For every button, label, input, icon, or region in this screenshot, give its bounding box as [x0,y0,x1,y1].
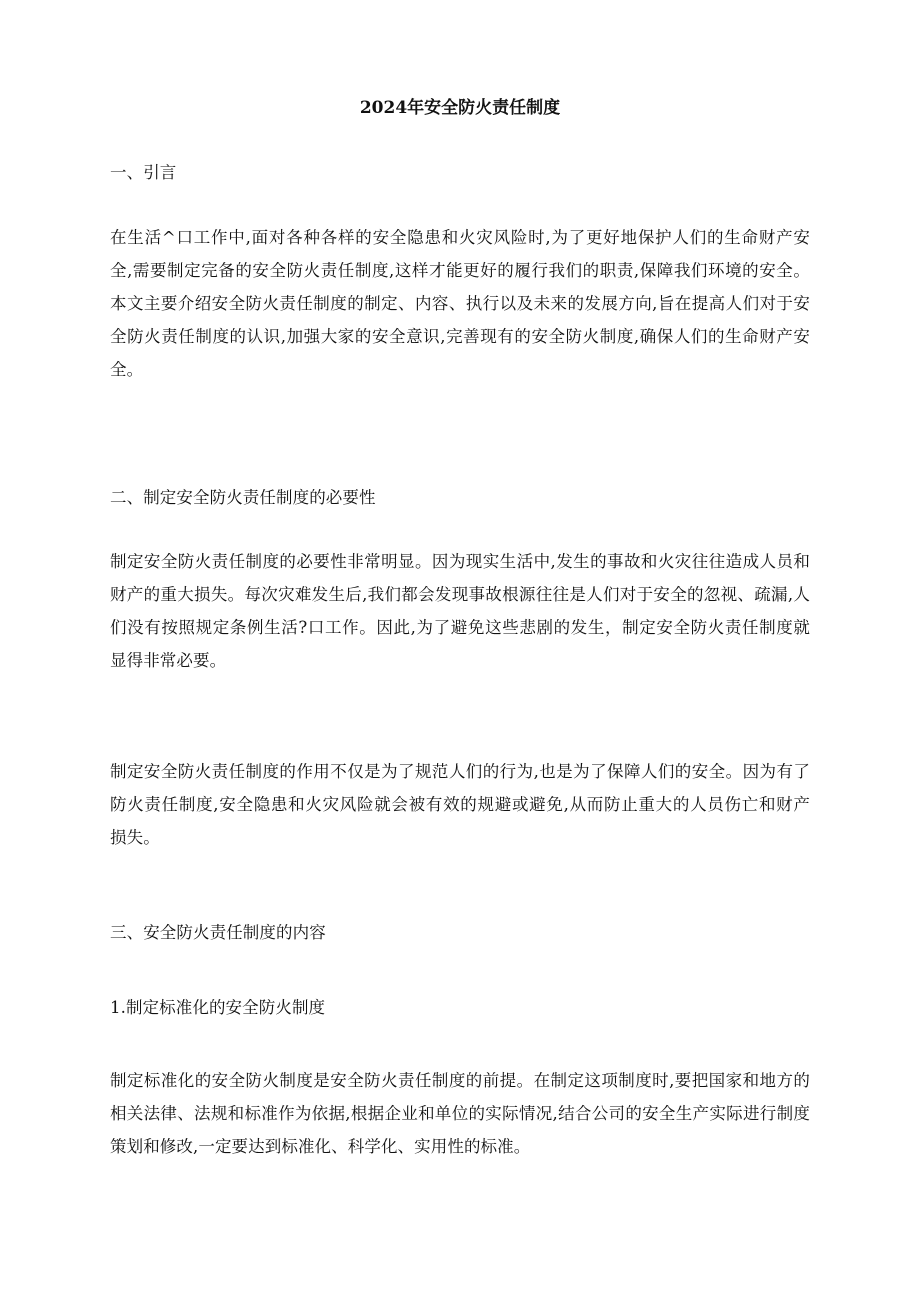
paragraph-line: 全,需要制定完备的安全防火责任制度,这样才能更好的履行我们的职责,保障我们环境的安全。 [110,261,810,280]
paragraph-line: 制定安全防火责任制度的必要性非常明显。因为现实生活中,发生的事故和火灾往往造成人员和 [110,552,810,571]
paragraph-standardized [110,1064,810,1163]
paragraph-line: 显得非常必要。 [110,651,227,670]
section-heading-content: 三、安全防火责任制度的内容 [110,923,326,942]
section-heading-necessity: 二、制定安全防火责任制度的必要性 [110,488,376,507]
paragraph-line: 们没有按照规定条例生活?口工作。因此,为了避免这些悲剧的发生，制定安全防火责任制度就 [110,618,810,637]
paragraph-necessity-1 [110,545,810,677]
paragraph-line: 相关法律、法规和标准作为依据,根据企业和单位的实际情况,结合公司的安全生产实际进行制度 [110,1104,810,1123]
subsection-heading-standardized: 1.制定标准化的安全防火制度 [110,998,326,1017]
paragraph-line: 全防火责任制度的认识,加强大家的安全意识,完善现有的安全防火制度,确保人们的生命财产安 [110,327,810,346]
paragraph-line: 损失。 [110,828,160,847]
paragraph-intro [110,221,810,386]
paragraph-line: 制定安全防火责任制度的作用不仅是为了规范人们的行为,也是为了保障人们的安全。因为有了 [110,762,810,781]
paragraph-necessity-2 [110,755,810,854]
paragraph-line: 财产的重大损失。每次灾难发生后,我们都会发现事故根源往往是人们对于安全的忽视、疏漏,人 [110,585,810,604]
paragraph-line: 全。 [110,360,144,379]
paragraph-line: 制定标准化的安全防火制度是安全防火责任制度的前提。在制定这项制度时,要把国家和地方的 [110,1071,810,1090]
paragraph-line: 在生活^口工作中,面对各种各样的安全隐患和火灾风险时,为了更好地保护人们的生命财产安 [110,228,810,247]
document-title: 2024年安全防火责任制度 [359,98,561,118]
section-heading-intro: 一、引言 [110,163,177,182]
paragraph-line: 本文主要介绍安全防火责任制度的制定、内容、执行以及未来的发展方向,旨在提高人们对于安 [110,294,810,313]
paragraph-line: 防火责任制度,安全隐患和火灾风险就会被有效的规避或避免,从而防止重大的人员伤亡和财产 [110,795,810,814]
paragraph-line: 策划和修改,一定要达到标准化、科学化、实用性的标准。 [110,1137,531,1156]
